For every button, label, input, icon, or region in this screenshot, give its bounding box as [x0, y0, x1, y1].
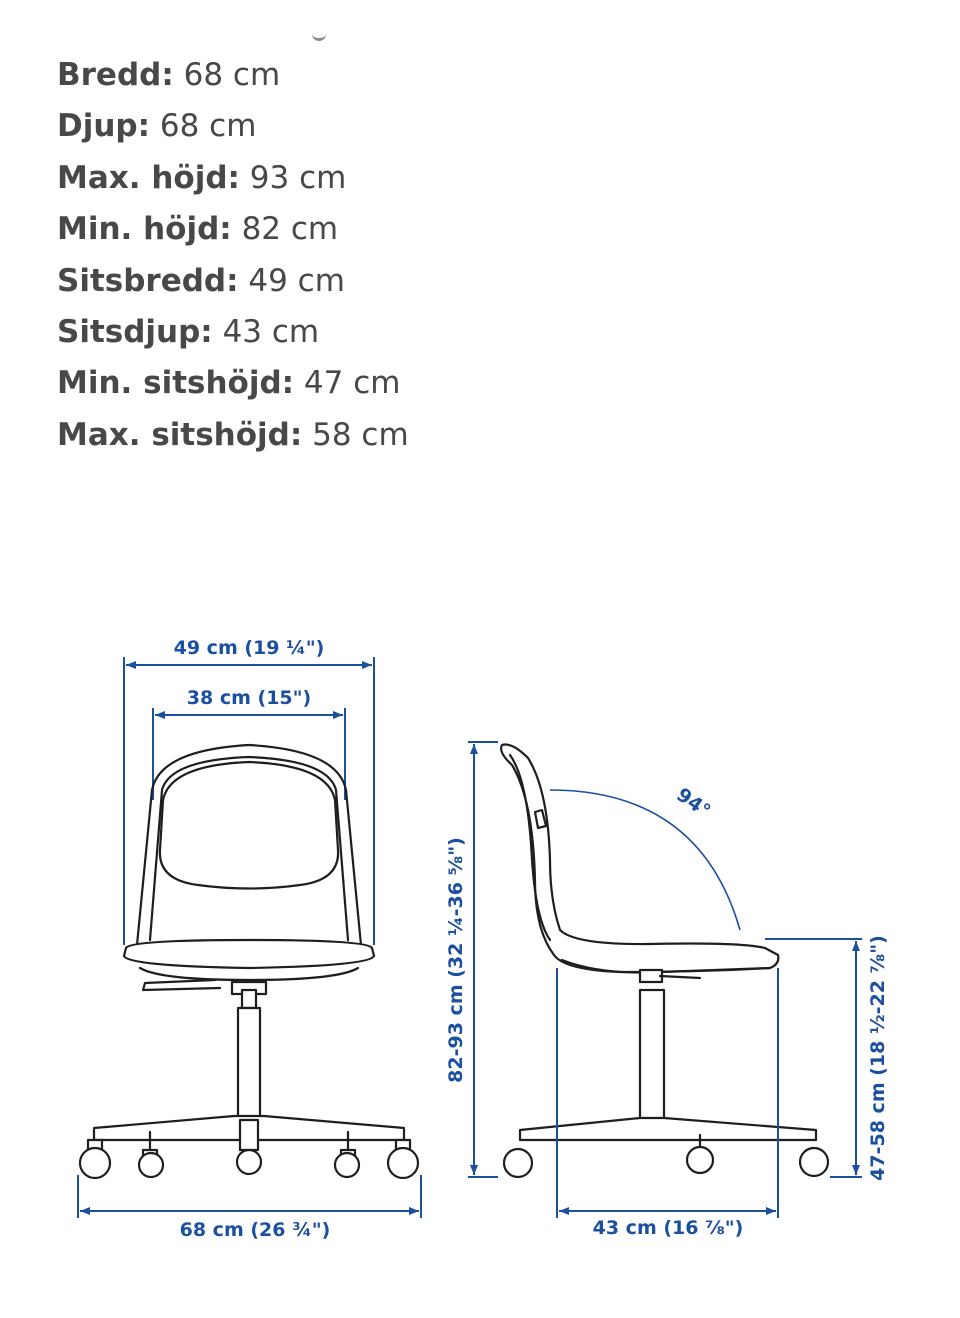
side-angle-label: 94° [672, 783, 715, 823]
front-view [78, 637, 421, 1241]
side-gas-column [640, 990, 664, 1120]
side-backrest-angle-arc [550, 790, 740, 930]
front-seat-width-label: 49 cm (19 ¼") [173, 637, 325, 659]
front-lever [143, 980, 220, 990]
side-depth-label: 43 cm (16 ⅞") [592, 1217, 744, 1239]
spec-label: Bredd: [57, 57, 174, 93]
side-backrest-and-seat [501, 745, 778, 972]
spec-label: Max. höjd: [57, 159, 240, 196]
spec-label: Min. höjd: [57, 211, 232, 248]
side-seat-height-dimension [765, 935, 889, 1181]
side-height-label: 82-93 cm (32 ¼-36 ⅝") [445, 837, 467, 1083]
side-star-base [520, 1118, 816, 1140]
spec-value: 68 cm [183, 57, 281, 93]
side-mechanism [640, 970, 662, 982]
spec-value: 68 cm [159, 108, 257, 145]
spec-value: 93 cm [249, 159, 347, 196]
front-base-width-dimension [78, 1175, 421, 1241]
spec-value: 47 cm [303, 365, 401, 402]
front-base-center [240, 1120, 258, 1150]
spec-value: 49 cm [248, 262, 345, 299]
side-height-dimension [445, 742, 498, 1177]
front-seat-underside [140, 968, 358, 980]
spec-label: Max. sitshöjd: [57, 416, 303, 453]
side-depth-dimension [557, 968, 778, 1239]
spec-value: 43 cm [222, 313, 320, 350]
side-lever [660, 976, 700, 978]
spec-value: 58 cm [312, 416, 409, 453]
front-gas-column [238, 1008, 260, 1118]
spec-value: 82 cm [241, 211, 339, 248]
spec-label: Min. sitshöjd: [57, 365, 295, 402]
side-view [445, 742, 889, 1239]
front-back-width-label: 38 cm (15") [186, 687, 312, 709]
front-mechanism-neck [242, 990, 256, 1008]
spec-label: Sitsbredd: [57, 262, 239, 299]
front-backrest-shell [160, 762, 338, 889]
side-casters [504, 1147, 828, 1177]
front-seat [124, 940, 374, 968]
front-base-width-label: 68 cm (26 ¾") [179, 1219, 331, 1241]
spec-label: Sitsdjup: [57, 313, 213, 350]
side-seat-height-label: 47-58 cm (18 ½-22 ⅞") [867, 935, 889, 1181]
spec-label: Djup: [57, 108, 151, 145]
